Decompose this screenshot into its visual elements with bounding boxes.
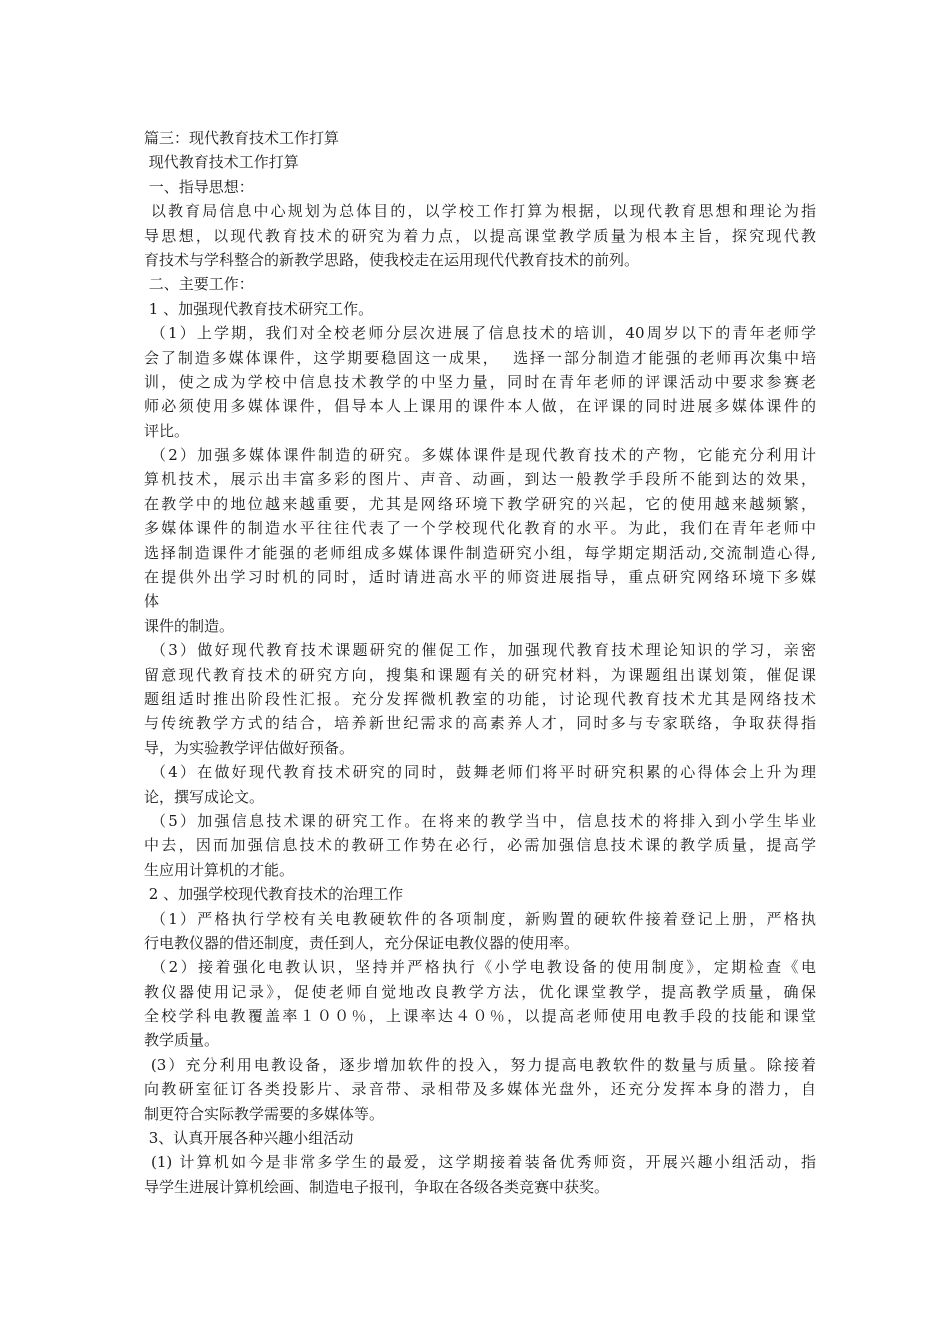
text-line: 题组适时推出阶段性汇报。充分发挥微机教室的功能，讨论现代教育技术尤其是网络技术	[144, 689, 816, 708]
text-line: 3、认真开展各种兴趣小组活动	[144, 1129, 354, 1148]
text-line: 训，使之成为学校中信息技术教学的中坚力量，同时在青年老师的评课活动中要求参赛老	[144, 372, 816, 391]
text-line: 一、指导思想：	[144, 177, 254, 196]
text-line: 多媒体课件的制造水平往往代表了一个学校现代化教育的水平。为此，我们在青年老师中	[144, 519, 816, 538]
text-line: 选择制造课件才能强的老师组成多媒体课件制造研究小组，每学期定期活动,交流制造心得,	[144, 543, 816, 562]
text-line: 论，撰写成论文。	[144, 787, 265, 806]
text-line: 在教学中的地位越来越重要，尤其是网络环境下教学研究的兴起，它的使用越来越频繁，	[144, 494, 816, 513]
text-line: 生应用计算机的才能。	[144, 860, 295, 879]
text-line: 制更符合实际教学需要的多媒体等。	[144, 1104, 385, 1123]
text-line: 二、主要工作：	[144, 275, 254, 294]
text-line: 课件的制造。	[144, 616, 235, 635]
text-line: 教学质量。	[144, 1031, 220, 1050]
text-line: 会了制造多媒体课件，这学期要稳固这一成果， 选择一部分制造才能强的老师再次集中培	[144, 348, 816, 367]
text-line: 育技术与学科整合的新教学思路，使我校走在运用现代代教育技术的前列。	[144, 250, 640, 269]
text-line: 中去，因而加强信息技术的教研工作势在必行，必需加强信息技术课的教学质量，提高学	[144, 836, 816, 855]
text-line: 留意现代教育技术的研究方向，搜集和课题有关的研究材料，为课题组出谋划策，催促课	[144, 665, 816, 684]
text-line: （5）加强信息技术课的研究工作。在将来的教学当中，信息技术的将排入到小学生毕业	[144, 811, 816, 830]
text-line: 与传统教学方式的结合，培养新世纪需求的高素养人才，同时多与专家联络，争取获得指	[144, 714, 816, 733]
document-page	[144, 126, 816, 1199]
text-line: （2）加强多媒体课件制造的研究。多媒体课件是现代教育技术的产物，它能充分利用计	[144, 446, 816, 465]
text-line: 1 、加强现代教育技术研究工作。	[144, 299, 374, 318]
text-line: （4）在做好现代教育技术研究的同时，鼓舞老师们将平时研究积累的心得体会上升为理	[144, 763, 816, 782]
text-line: 现代教育技术工作打算	[144, 153, 299, 172]
text-line: 评比。	[144, 421, 190, 440]
text-line: (1) 计算机如今是非常多学生的最爱，这学期接着装备优秀师资，开展兴趣小组活动，指	[144, 1153, 816, 1172]
text-line: 向教研室征订各类投影片、录音带、录相带及多媒体光盘外，还充分发挥本身的潜力，自	[144, 1080, 816, 1099]
text-line: 导思想，以现代教育技术的研究为着力点，以提高课堂教学质量为根本主旨，探究现代教	[144, 226, 816, 245]
text-line: 教仪器使用记录》，促使老师自觉地改良教学方法，优化课堂教学，提高教学质量，确保	[144, 982, 816, 1001]
text-line: 全校学科电教覆盖率１００％，上课率达４０％，以提高老师使用电教手段的技能和课堂	[144, 1007, 816, 1026]
text-line: （1）上学期，我们对全校老师分层次进展了信息技术的培训，40周岁以下的青年老师学	[144, 324, 816, 343]
text-line: 体	[144, 592, 160, 611]
text-line: （3）做好现代教育技术课题研究的催促工作，加强现代教育技术理论知识的学习，亲密	[144, 641, 816, 660]
text-line: 导学生进展计算机绘画、制造电子报刊，争取在各级各类竞赛中获奖。	[144, 1177, 610, 1196]
text-line: (3）充分利用电教设备，逐步增加软件的投入，努力提高电教软件的数量与质量。除接着	[144, 1055, 816, 1074]
text-line: 行电教仪器的借还制度，责任到人，充分保证电教仪器的使用率。	[144, 933, 580, 952]
text-line: 以教育局信息中心规划为总体目的，以学校工作打算为根据，以现代教育思想和理论为指	[144, 202, 816, 221]
text-line: （1）严格执行学校有关电教硬软件的各项制度，新购置的硬软件接着登记上册，严格执	[144, 909, 816, 928]
text-line: 算机技术，展示出丰富多彩的图片、声音、动画，到达一般教学手段所不能到达的效果，	[144, 470, 816, 489]
text-line: 在提供外出学习时机的同时，适时请进高水平的师资进展指导，重点研究网络环境下多媒	[144, 568, 816, 587]
text-line: 2 、加强学校现代教育技术的治理工作	[144, 885, 404, 904]
text-line: 师必须使用多媒体课件，倡导本人上课用的课件本人做，在评课的同时进展多媒体课件的	[144, 397, 816, 416]
text-line: 导，为实验教学评估做好预备。	[144, 738, 355, 757]
text-line: （2）接着强化电教认识，坚持并严格执行《小学电教设备的使用制度》，定期检查《电	[144, 958, 816, 977]
text-line: 篇三：现代教育技术工作打算	[144, 129, 340, 147]
